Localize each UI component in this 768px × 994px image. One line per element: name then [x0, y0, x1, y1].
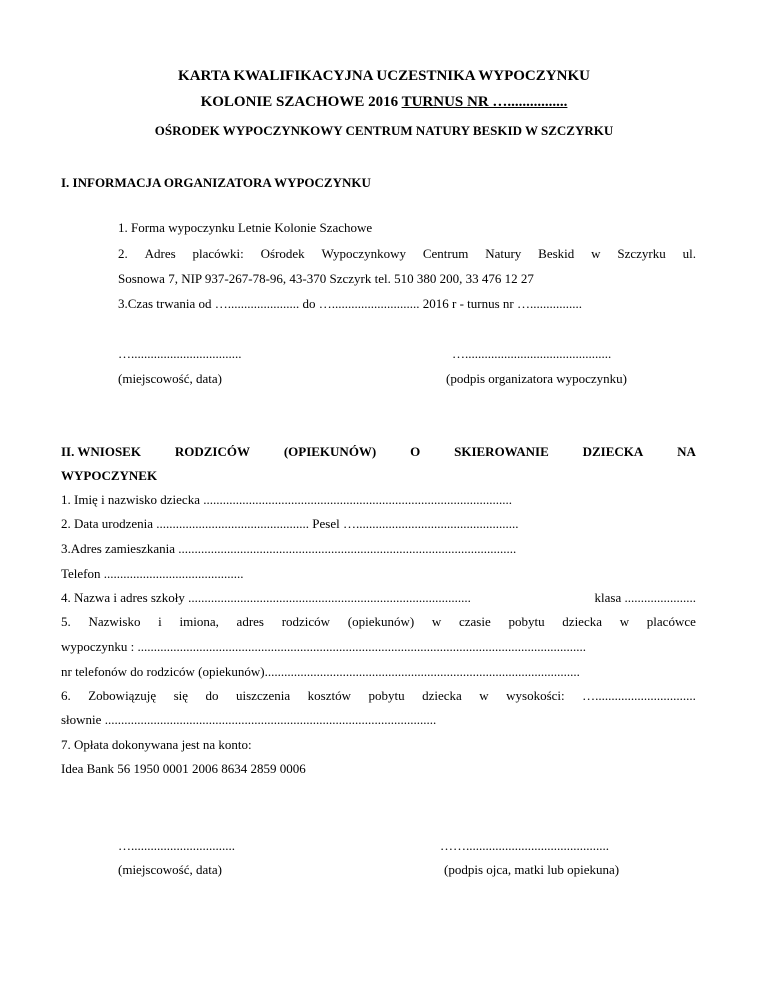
phone-field: Telefon ........................................... — [61, 566, 244, 581]
cost-commitment-word: dziecka — [422, 688, 462, 703]
cost-commitment-word: uiszczenia — [236, 688, 291, 703]
cost-commitment-word: do — [205, 688, 219, 703]
section1-item2-word: Beskid — [538, 246, 575, 261]
section1-item2-word: w — [591, 246, 601, 261]
parents-phone-field: nr telefonów do rodziców (opiekunów)................................................................................................. — [61, 664, 580, 679]
section1-item1: 1. Forma wypoczynku Letnie Kolonie Szachowe — [118, 220, 373, 235]
parents-info-word: rodziców — [281, 614, 331, 629]
parents-info-word: (opiekunów) — [347, 614, 415, 629]
cost-in-words-field: słownie ...................................................................................................... — [61, 712, 437, 727]
venue-title: OŚRODEK WYPOCZYNKOWY CENTRUM NATURY BESKID W SZCZYRKU — [154, 123, 614, 138]
school-field — [61, 590, 696, 606]
cost-commitment-line1 — [61, 688, 696, 704]
parents-info-word: w — [619, 614, 630, 629]
section2-heading-word: NA — [677, 444, 696, 459]
cost-commitment-word: Zobowiązuję — [88, 688, 157, 703]
parents-info-word: 5. — [61, 614, 71, 629]
section2-heading-word: RODZICÓW — [174, 444, 250, 459]
organizer-place-date-dots: ….................................. — [118, 346, 242, 361]
section2-heading-word: O — [410, 444, 421, 459]
section1-item2-word: Centrum — [422, 246, 469, 261]
section2-heading-line1 — [61, 444, 696, 460]
section1-item2-word: Wypoczynkowy — [321, 246, 406, 261]
parents-info-line2: wypoczynku : .......................................................................................................................................... — [61, 639, 587, 654]
turnus-number-field: TURNUS NR …................ — [401, 94, 568, 110]
parent-signature-label: (podpis ojca, matki lub opiekuna) — [444, 862, 620, 877]
parents-info-line1 — [61, 614, 696, 630]
parent-place-date-dots: …................................ — [118, 838, 235, 853]
parents-info-word: i — [158, 614, 162, 629]
section1-item2-word: ul. — [682, 246, 696, 261]
child-name-field: 1. Imię i nazwisko dziecka ............................................................................................... — [61, 492, 512, 507]
section1-item2-word: 2. — [118, 246, 128, 261]
section1-item2-word: Adres — [144, 246, 176, 261]
address-field: 3.Adres zamieszkania ........................................................................................................ — [61, 541, 517, 556]
section1-item2-word: Natury — [485, 246, 522, 261]
cost-commitment-word: się — [173, 688, 189, 703]
section1-item2-word: Ośrodek — [260, 246, 305, 261]
parents-info-word: adres — [236, 614, 264, 629]
cost-commitment-word: 6. — [61, 688, 71, 703]
document-title: KARTA KWALIFIKACYJNA UCZESTNIKA WYPOCZYNKU — [178, 68, 590, 84]
birthdate-pesel-field: 2. Data urodzenia ............................................... Pesel ….................................................. — [61, 516, 519, 531]
parents-info-word: w — [431, 614, 442, 629]
parent-place-date-label: (miejscowość, data) — [118, 862, 222, 877]
section1-heading: I. INFORMACJA ORGANIZATORA WYPOCZYNKU — [61, 175, 371, 190]
parents-info-word: placówce — [646, 614, 696, 629]
organizer-place-date-label: (miejscowość, data) — [118, 371, 222, 386]
payment-account-label: 7. Opłata dokonywana jest na konto: — [61, 737, 252, 752]
cost-commitment-word: …............................... — [582, 688, 696, 703]
section1-item2-line2: Sosnowa 7, NIP 937-267-78-96, 43-370 Szczyrk tel. 510 380 200, 33 476 12 27 — [118, 271, 534, 286]
section1-item2-word: placówki: — [192, 246, 244, 261]
parents-info-word: Nazwisko — [88, 614, 141, 629]
school-name-address: 4. Nazwa i adres szkoły ....................................................................................... — [61, 590, 471, 605]
section2-heading-line2: WYPOCZYNEK — [61, 468, 158, 483]
parents-info-word: imiona, — [179, 614, 219, 629]
section2-heading-word: (OPIEKUNÓW) — [283, 444, 377, 459]
cost-commitment-word: kosztów — [307, 688, 351, 703]
subtitle-prefix: KOLONIE SZACHOWE 2016 — [200, 94, 402, 110]
parents-info-word: pobytu — [508, 614, 545, 629]
section1-item2-word: Szczyrku — [617, 246, 666, 261]
parents-info-word: czasie — [459, 614, 491, 629]
cost-commitment-word: pobytu — [368, 688, 405, 703]
school-class: klasa ...................... — [594, 590, 696, 605]
cost-commitment-word: wysokości: — [506, 688, 565, 703]
parents-info-word: dziecka — [562, 614, 602, 629]
organizer-signature-dots: …............................................. — [452, 346, 612, 361]
organizer-signature-label: (podpis organizatora wypoczynku) — [446, 371, 627, 386]
section1-item3: 3.Czas trwania od …...................... do …........................... 2016 r - turnus nr …................ — [118, 296, 582, 311]
section2-heading-word: DZIECKA — [582, 444, 644, 459]
section2-heading-word: II. WNIOSEK — [61, 444, 141, 459]
section2-heading-word: SKIEROWANIE — [454, 444, 549, 459]
document-subtitle — [0, 94, 768, 110]
section1-item2-line1 — [118, 246, 696, 262]
cost-commitment-word: w — [479, 688, 489, 703]
parent-signature-dots: ……............................................ — [440, 838, 609, 853]
bank-account-number: Idea Bank 56 1950 0001 2006 8634 2859 0006 — [61, 761, 306, 776]
